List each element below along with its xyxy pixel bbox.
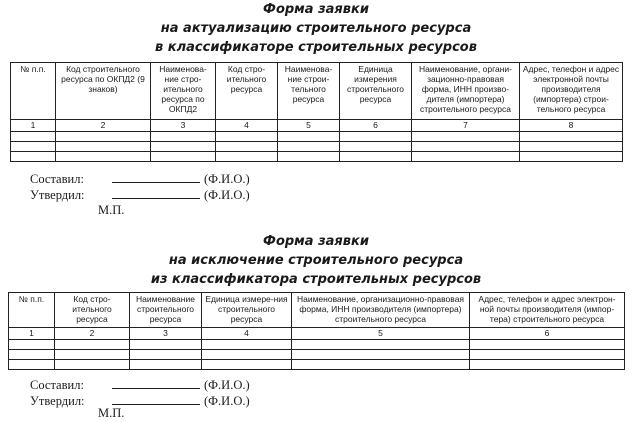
approved-label: Утвердил: <box>30 188 85 202</box>
form2-col-header: Код стро-ительного ресурса <box>55 293 130 328</box>
form1-empty-row <box>11 152 623 162</box>
form1-table <box>10 62 623 162</box>
form1-col-header: Наименова-ние стро-ительного ресурса по ОКПД2 <box>151 63 216 120</box>
signature-field <box>112 171 200 183</box>
compiled-label: Составил: <box>30 172 84 186</box>
form1-empty-row <box>11 142 623 152</box>
form2-col-header: № п.п. <box>9 293 55 328</box>
form1-approved-line <box>30 187 250 203</box>
form1-col-header: Код строительного ресурса по ОКПД2 (9 знаков) <box>56 63 151 120</box>
signature-field <box>112 393 200 405</box>
form1-col-number: 5 <box>278 120 340 132</box>
form2-col-number: 6 <box>470 328 625 340</box>
form2-signature <box>30 377 250 409</box>
form1-col-number: 3 <box>151 120 216 132</box>
form2-number-row <box>9 328 625 340</box>
fio-label: (Ф.И.О.) <box>204 394 250 408</box>
approved-label: Утвердил: <box>30 394 85 408</box>
form2-empty-row <box>9 360 625 370</box>
form1-col-header: Наименова-ние строи-тельного ресурса <box>278 63 340 120</box>
form1-empty-row <box>11 132 623 142</box>
signature-field <box>112 377 200 389</box>
form1-title <box>0 0 632 57</box>
form2-col-number: 5 <box>292 328 470 340</box>
form2-title-line: из классификатора строительных ресурсов <box>150 272 482 287</box>
form1-col-number: 6 <box>340 120 412 132</box>
form2-col-header: Единица измере-ния строительного ресурса <box>202 293 292 328</box>
form1-col-header: № п.п. <box>11 63 56 120</box>
form1-col-number: 7 <box>412 120 520 132</box>
form2-col-number: 2 <box>55 328 130 340</box>
form1-col-number: 8 <box>520 120 623 132</box>
form1-header-row <box>11 63 623 120</box>
form2-col-header: Наименование строительного ресурса <box>130 293 202 328</box>
form2-empty-row <box>9 350 625 360</box>
fio-label: (Ф.И.О.) <box>204 172 250 186</box>
form2-col-number: 4 <box>202 328 292 340</box>
form2-title-line: на исключение строительного ресурса <box>168 253 464 268</box>
fio-label: (Ф.И.О.) <box>204 188 250 202</box>
form2-table <box>8 292 625 370</box>
form1-col-header: Код стро-ительного ресурса <box>216 63 278 120</box>
form2-approved-line <box>30 393 250 409</box>
form2-title <box>0 232 632 289</box>
fio-label: (Ф.И.О.) <box>204 378 250 392</box>
form1-signature <box>30 171 250 203</box>
form1-col-number: 1 <box>11 120 56 132</box>
form1-col-header: Адрес, телефон и адрес электронной почты производителя (импортера) строи-тельного ресурса <box>520 63 623 120</box>
form2-col-number: 1 <box>9 328 55 340</box>
form1-number-row <box>11 120 623 132</box>
form2-empty-row <box>9 340 625 350</box>
form2-stamp: М.П. <box>98 406 125 420</box>
form2-col-header: Наименование, организационно-правовая форма, ИНН производителя (импортера) строительного ресурса <box>292 293 470 328</box>
form1-title-line: в классификаторе строительных ресурсов <box>155 40 477 55</box>
form2-title-line: Форма заявки <box>263 234 369 249</box>
form1-col-number: 4 <box>216 120 278 132</box>
signature-field <box>112 187 200 199</box>
form2-compiled-line <box>30 377 250 393</box>
form1-col-header: Наименование, органи-зационно-правовая форма, ИНН произво-дителя (импортера) строительного ресурса <box>412 63 520 120</box>
form1-stamp: М.П. <box>98 203 125 217</box>
form1-title-line: на актуализацию строительного ресурса <box>160 21 472 36</box>
form2-col-number: 3 <box>130 328 202 340</box>
form1-col-number: 2 <box>56 120 151 132</box>
form2-col-header: Адрес, телефон и адрес электрон-ной почты производителя (импор-тера) строительного ресурса <box>470 293 625 328</box>
form2-header-row <box>9 293 625 328</box>
form1-col-header: Единица измерения строительного ресурса <box>340 63 412 120</box>
compiled-label: Составил: <box>30 378 84 392</box>
form1-compiled-line <box>30 171 250 187</box>
form1-title-line: Форма заявки <box>263 2 369 17</box>
